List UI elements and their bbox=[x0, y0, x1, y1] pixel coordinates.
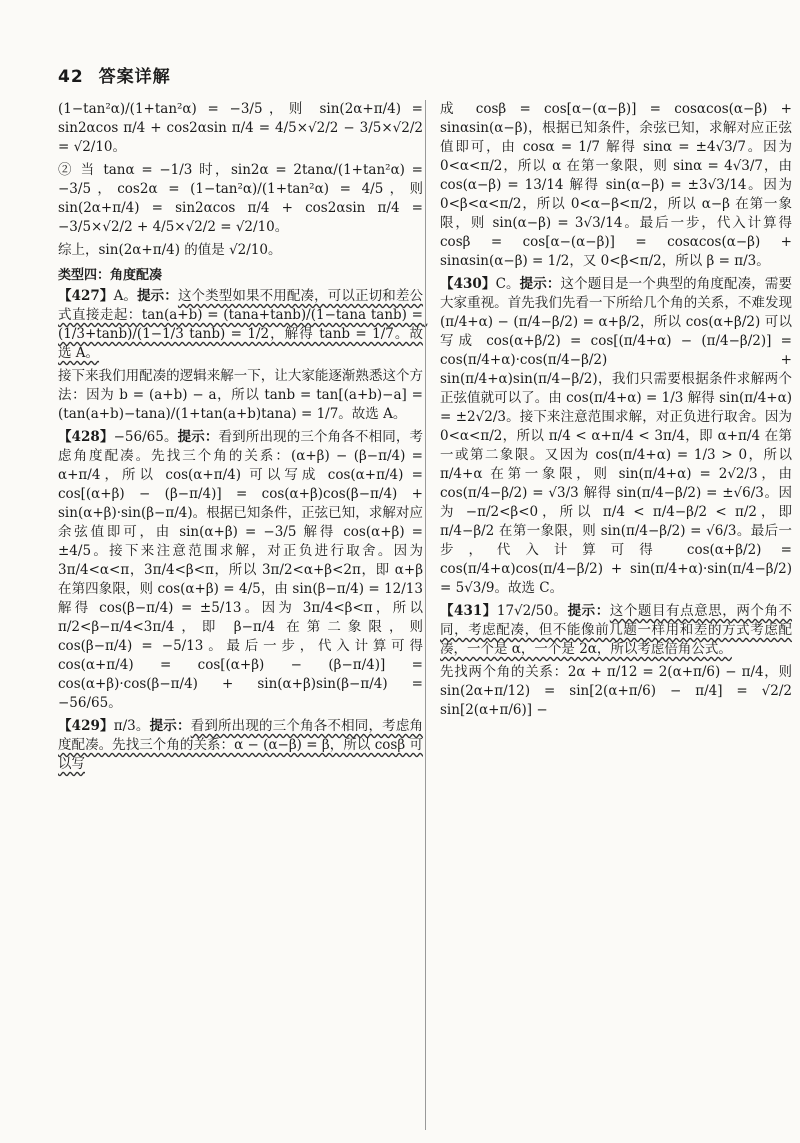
hint-label: 提示： bbox=[519, 276, 561, 292]
problem-label: 【429】 bbox=[58, 718, 114, 734]
hint-text: 这个题目是一个典型的角度配凑，需要大家重视。首先我们先看一下所给几个角的关系，不难发现 (π/4+α) − (π/4−β/2) = α+β/2，所以 cos(α+β/2) 可以写成 cos(α+β/2) = cos[(π/4+α) − (π/4−β/2)] = cos(π/4+α)·cos(π/4−β/2) + sin(π/4+α)sin(π/4−β/2)，我们只需要根据条件求解两个正弦值就可以了。由 cos(π/4+α) = 1/3 解得 sin(π/4+α) = ±2√2/3。接下来注意范围求解，对正负进行取舍。因为 0<α<π/2，所以 π/4 < α+π/4 < 3π/4，即 α+π/4 在第一或第二象限。又因为 cos(π/4+α) = 1/3 > 0，所以 π/4+α 在第一象限，则 sin(π/4+α) = 2√2/3，由 cos(π/4−β/2) = √3/3 解得 sin(π/4−β/2) = ±√6/3。因为 −π/2<β<0，所以 π/4 < π/4−β/2 < π/2，即 π/4−β/2 在第一象限，则 sin(π/4−β/2) = √6/3。最后一步，代入计算可得 cos(α+β/2) = cos(π/4+α)cos(π/4−β/2) + sin(π/4+α)·sin(π/4−β/2) = 5√3/9。故选 C。 bbox=[440, 276, 797, 596]
problem-431 bbox=[440, 602, 792, 659]
problem-label: 【431】 bbox=[440, 603, 497, 619]
problem-430 bbox=[440, 275, 797, 598]
paragraph: 接下来我们用配凑的逻辑来解一下，让大家能逐渐熟悉这个方法：因为 b = (a+b) − a，所以 tanb = tan[(a+b)−a] = (tan(a+b)−tana)/(1+tan(a+b)tana) = 1/7。故选 A。 bbox=[58, 368, 428, 422]
problem-answer: A。 bbox=[113, 288, 138, 304]
page-number: 42 bbox=[58, 67, 84, 87]
page-header bbox=[58, 62, 171, 87]
hint-label: 提示： bbox=[137, 288, 178, 304]
paragraph: ② 当 tanα = −1/3 时，sin2α = 2tanα/(1+tan²α) = −3/5，cos2α = (1−tan²α)/(1+tan²α) = 4/5，则 sin(2α+π/4) = sin2αcos π/4 + cos2αsin π/4 = −3/5×√2/2 + 4/5×√2/2 = √2/10。 bbox=[58, 162, 428, 235]
page-header-title: 答案详解 bbox=[98, 67, 171, 87]
problem-label: 【430】 bbox=[440, 276, 496, 292]
paragraph: (1−tan²α)/(1+tan²α) = −3/5，则 sin(2α+π/4) = sin2αcos π/4 + cos2αsin π/4 = 4/5×√2/2 − 3/5×√2/2 = √2/10。 bbox=[58, 101, 428, 155]
problem-427 bbox=[58, 287, 428, 363]
paragraph: 成 cosβ = cos[α−(α−β)] = cosαcos(α−β) + sinαsin(α−β)，根据已知条件，余弦已知，求解对应正弦值即可，由 cosα = 1/7 解得 sinα = ±4√3/7。因为 0<α<π/2，所以 α 在第一象限，则 sinα = 4√3/7，由 cos(α−β) = 13/14 解得 sin(α−β) = ±3√3/14。因为 0<β<α<π/2，所以 0<α−β<π/2，所以 α−β 在第一象限，则 sin(α−β) = 3√3/14。最后一步，代入计算得 cosβ = cos[α−(α−β)] = cosαcos(α−β) + sinαsin(α−β) = 1/2，又 0<β<π/2，所以 β = π/3。 bbox=[440, 101, 797, 269]
hint-label: 提示： bbox=[149, 718, 191, 734]
problem-answer: C。 bbox=[495, 276, 520, 292]
hint-label: 提示： bbox=[177, 429, 219, 445]
problem-label: 【427】 bbox=[58, 288, 114, 304]
section-heading: 类型四：角度配凑 bbox=[58, 268, 163, 283]
hint-text: 这个题目有点意思，两个角不同，考虑配凑，但不能像前几题一样用和差的方式考虑配凑，一个是 α，一个是 2α，所以考虑倍角公式。 bbox=[440, 603, 793, 657]
hint-label: 提示： bbox=[567, 603, 610, 619]
paragraph: 先找两个角的关系：2α + π/12 = 2(α+π/6) − π/4，则 sin(2α+π/12) = sin[2(α+π/6) − π/4] = √2/2 sin[2(α+π/6)] − bbox=[440, 664, 797, 718]
problem-answer: 17√2/50。 bbox=[496, 603, 568, 619]
problem-answer: π/3。 bbox=[113, 718, 150, 734]
right-column bbox=[425, 100, 797, 1130]
problem-429 bbox=[58, 717, 423, 774]
hint-text: 看到所出现的三个角各不相同，考虑角度配凑。先找三个角的关系：(α+β) − (β−π/4) = α+π/4，所以 cos(α+π/4) 可以写成 cos(α+π/4) = cos[(α+β) − (β−π/4)] = cos(α+β)cos(β−π/4) + sin(α+β)·sin(β−π/4)。根据已知条件，正弦已知，求解对应余弦值即可，由 sin(α+β) = −3/5 解得 cos(α+β) = ±4/5。接下来注意范围求解，对正负进行取舍。因为 3π/4<α<π，3π/4<β<π，所以 3π/2<α+β<2π，即 α+β 在第四象限，则 cos(α+β) = 4/5，由 sin(β−π/4) = 12/13 解得 cos(β−π/4) = ±5/13。因为 3π/4<β<π，所以 π/2<β−π/4<3π/4，即 β−π/4 在第二象限，则 cos(β−π/4) = −5/13。最后一步，代入计算可得 cos(α+π/4) = cos[(α+β) − (β−π/4)] = cos(α+β)·cos(β−π/4) + sin(α+β)sin(β−π/4) = −56/65。 bbox=[58, 429, 428, 711]
hint-text: 这个类型如果不用配凑，可以正切和差公式直接走起：tan(a+b) = (tana+tanb)/(1−tana tanb) = (1/3+tanb)/(1−1/3 tanb) = 1/2，解得 tanb = 1/7。故选 A。 bbox=[58, 288, 428, 361]
problem-428 bbox=[58, 428, 428, 713]
problem-answer: −56/65。 bbox=[113, 429, 178, 445]
paragraph: 综上，sin(2α+π/4) 的值是 √2/10。 bbox=[58, 242, 282, 258]
hint-text: 看到所出现的三个角各不相同，考虑角度配凑。先找三个角的关系：α − (α−β) = β，所以 cosβ 可以写 bbox=[58, 718, 424, 772]
left-column bbox=[58, 100, 428, 1130]
problem-label: 【428】 bbox=[58, 429, 114, 445]
